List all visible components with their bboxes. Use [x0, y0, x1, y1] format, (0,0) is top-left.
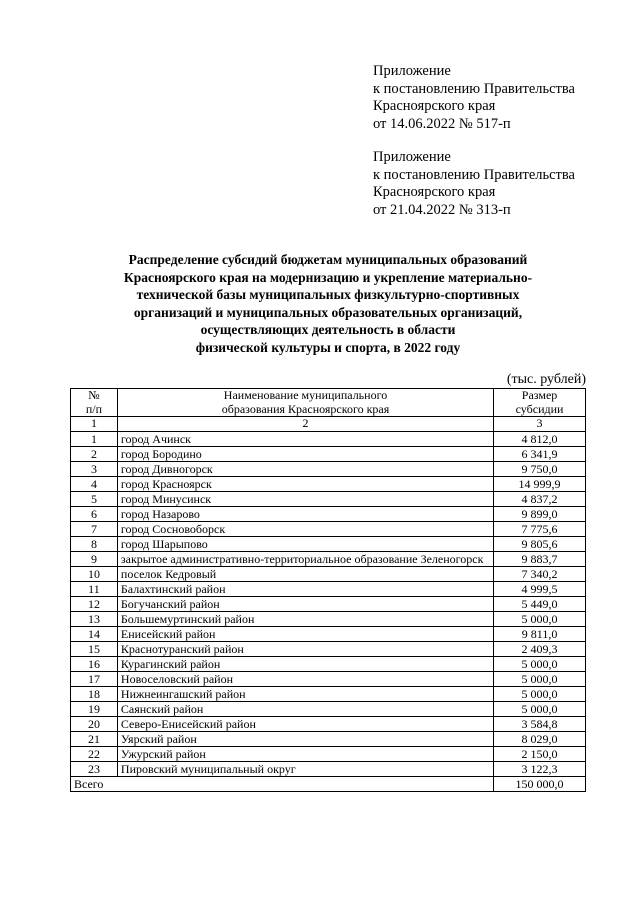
- appendix-header-current: [373, 63, 575, 133]
- municipality-name: город Шарыпово: [117, 536, 493, 551]
- header-size-line: Размер: [521, 388, 558, 402]
- table-row: [71, 701, 586, 716]
- table-header-row: [71, 389, 586, 417]
- appendix-line: к постановлению Правительства: [373, 166, 575, 183]
- subsidy-value: 7 340,2: [494, 566, 586, 581]
- row-number: 20: [71, 716, 118, 731]
- subsidy-value: 2 150,0: [494, 746, 586, 761]
- table-row: [71, 656, 586, 671]
- municipality-name: Ужурский район: [117, 746, 493, 761]
- row-number: 16: [71, 656, 118, 671]
- row-number: 4: [71, 476, 118, 491]
- municipality-name: город Дивногорск: [117, 461, 493, 476]
- municipality-name: Богучанский район: [117, 596, 493, 611]
- row-number: 21: [71, 731, 118, 746]
- municipality-name: город Назарово: [117, 506, 493, 521]
- table-row: [71, 431, 586, 446]
- subsidy-value: 5 000,0: [494, 656, 586, 671]
- header-num: [71, 389, 118, 417]
- total-row: [71, 776, 586, 791]
- header-num-line: п/п: [85, 401, 103, 416]
- municipality-name: закрытое административно-территориальное образование Зеленогорск: [117, 551, 493, 566]
- subsidy-value: 9 750,0: [494, 461, 586, 476]
- appendix-header-previous: [373, 149, 575, 219]
- municipality-name: город Бородино: [117, 446, 493, 461]
- municipality-name: город Минусинск: [117, 491, 493, 506]
- subsidy-value: 9 899,0: [494, 506, 586, 521]
- header-name-line: образования Красноярского края: [221, 401, 390, 416]
- row-number: 11: [71, 581, 118, 596]
- table-row: [71, 731, 586, 746]
- table-row: [71, 581, 586, 596]
- appendix-line: Приложение: [373, 63, 451, 79]
- row-number: 17: [71, 671, 118, 686]
- row-number: 3: [71, 461, 118, 476]
- subsidy-value: 9 805,6: [494, 536, 586, 551]
- table-row: [71, 551, 586, 566]
- subsidy-value: 4 837,2: [494, 491, 586, 506]
- subsidy-value: 5 000,0: [494, 611, 586, 626]
- row-number: 5: [71, 491, 118, 506]
- header-name-line: Наименование муниципального: [223, 388, 388, 402]
- table-row: [71, 611, 586, 626]
- header-size: [494, 389, 586, 417]
- table-row: [71, 446, 586, 461]
- header-size-line: субсидии: [515, 401, 564, 416]
- table-row: [71, 686, 586, 701]
- appendix-line: от 14.06.2022 № 517-п: [373, 115, 511, 132]
- table-row: [71, 566, 586, 581]
- subsidy-value: 5 449,0: [494, 596, 586, 611]
- title-line: Красноярского края на модернизацию и укрепление материально-: [123, 269, 533, 285]
- municipality-name: город Сосновоборск: [117, 521, 493, 536]
- municipality-name: Северо-Енисейский район: [117, 716, 493, 731]
- table-row: [71, 641, 586, 656]
- row-number: 1: [71, 431, 118, 446]
- subsidy-value: 3 584,8: [494, 716, 586, 731]
- municipality-name: Курагинский район: [117, 656, 493, 671]
- row-number: 2: [71, 446, 118, 461]
- municipality-name: Большемуртинский район: [117, 611, 493, 626]
- municipality-name: Краснотуранский район: [117, 641, 493, 656]
- total-value: 150 000,0: [494, 776, 586, 791]
- municipality-name: Енисейский район: [117, 626, 493, 641]
- row-number: 6: [71, 506, 118, 521]
- column-number: 1: [71, 417, 118, 432]
- table-row: [71, 671, 586, 686]
- row-number: 23: [71, 761, 118, 776]
- row-number: 12: [71, 596, 118, 611]
- subsidy-value: 3 122,3: [494, 761, 586, 776]
- table-row: [71, 521, 586, 536]
- subsidy-value: 5 000,0: [494, 671, 586, 686]
- subsidy-value: 5 000,0: [494, 686, 586, 701]
- subsidy-value: 2 409,3: [494, 641, 586, 656]
- units-note: (тыс. рублей): [506, 372, 586, 387]
- total-label: Всего: [71, 776, 494, 791]
- column-number-row: [71, 417, 586, 432]
- subsidy-value: 9 811,0: [494, 626, 586, 641]
- municipality-name: поселок Кедровый: [117, 566, 493, 581]
- table-row: [71, 461, 586, 476]
- row-number: 10: [71, 566, 118, 581]
- header-num-line: №: [88, 388, 100, 402]
- municipality-name: Нижнеингашский район: [117, 686, 493, 701]
- header-name: [117, 389, 493, 417]
- subsidy-value: 14 999,9: [494, 476, 586, 491]
- subsidy-value: 7 775,6: [494, 521, 586, 536]
- title-line: физической культуры и спорта, в 2022 году: [195, 339, 461, 355]
- table-row: [71, 626, 586, 641]
- subsidy-table: [70, 388, 586, 792]
- table-row: [71, 716, 586, 731]
- row-number: 9: [71, 551, 118, 566]
- subsidy-value: 4 999,5: [494, 581, 586, 596]
- title-line: организаций и муниципальных образовательных организаций,: [133, 304, 523, 320]
- municipality-name: Пировский муниципальный округ: [117, 761, 493, 776]
- municipality-name: город Ачинск: [117, 431, 493, 446]
- municipality-name: город Красноярск: [117, 476, 493, 491]
- municipality-name: Саянский район: [117, 701, 493, 716]
- municipality-name: Новоселовский район: [117, 671, 493, 686]
- row-number: 7: [71, 521, 118, 536]
- subsidy-value: 6 341,9: [494, 446, 586, 461]
- row-number: 13: [71, 611, 118, 626]
- row-number: 8: [71, 536, 118, 551]
- appendix-line: к постановлению Правительства: [373, 80, 575, 97]
- row-number: 19: [71, 701, 118, 716]
- row-number: 14: [71, 626, 118, 641]
- column-number: 2: [117, 417, 493, 432]
- title-line: Распределение субсидий бюджетам муниципальных образований: [128, 252, 528, 267]
- subsidy-value: 4 812,0: [494, 431, 586, 446]
- table-row: [71, 761, 586, 776]
- title-line: осуществляющих деятельность в области: [200, 322, 456, 337]
- column-number: 3: [494, 417, 586, 432]
- appendix-line: от 21.04.2022 № 313-п: [373, 201, 511, 218]
- document-title: [70, 251, 586, 356]
- table-row: [71, 491, 586, 506]
- row-number: 18: [71, 686, 118, 701]
- table-row: [71, 536, 586, 551]
- title-line: технической базы муниципальных физкультурно-спортивных: [136, 287, 520, 302]
- subsidy-value: 5 000,0: [494, 701, 586, 716]
- row-number: 22: [71, 746, 118, 761]
- appendix-line: Красноярского края: [373, 98, 496, 114]
- row-number: 15: [71, 641, 118, 656]
- table-row: [71, 506, 586, 521]
- table-row: [71, 476, 586, 491]
- table-row: [71, 746, 586, 761]
- subsidy-value: 9 883,7: [494, 551, 586, 566]
- municipality-name: Балахтинский район: [117, 581, 493, 596]
- subsidy-value: 8 029,0: [494, 731, 586, 746]
- appendix-line: Приложение: [373, 149, 451, 165]
- municipality-name: Уярский район: [117, 731, 493, 746]
- table-row: [71, 596, 586, 611]
- appendix-line: Красноярского края: [373, 184, 496, 200]
